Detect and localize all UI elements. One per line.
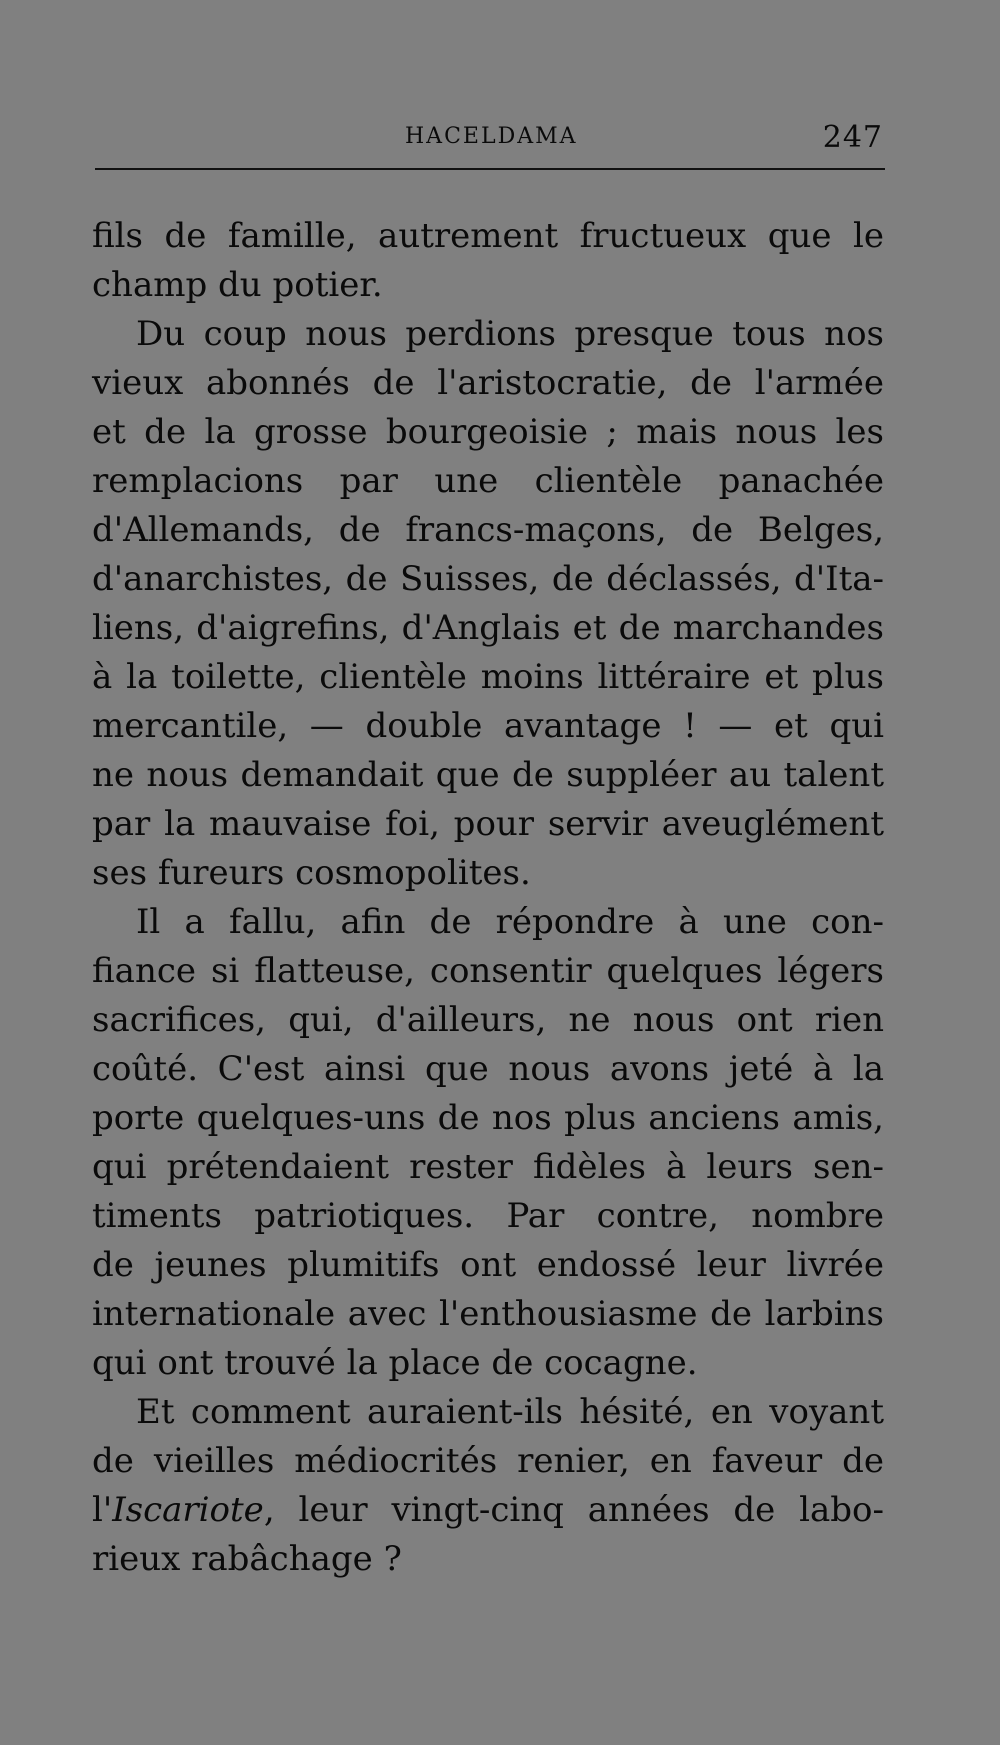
text-line: d'Allemands, de francs-maçons, de Belges, bbox=[92, 510, 884, 550]
text-line: vieux abonnés de l'aristocratie, de l'armée bbox=[92, 363, 884, 403]
body-text bbox=[92, 212, 884, 1584]
text-line: fiance si flatteuse, consentir quelques légers bbox=[92, 951, 884, 991]
text-line: ne nous demandait que de suppléer au talent bbox=[92, 755, 884, 795]
text-fragment: l' bbox=[92, 1490, 113, 1530]
text-line: internationale avec l'enthousiasme de larbins bbox=[92, 1294, 884, 1334]
text-line: de vieilles médiocrités renier, en faveur de bbox=[92, 1441, 884, 1481]
italic-title: Iscariote bbox=[112, 1490, 264, 1530]
running-title: HACELDAMA bbox=[405, 124, 578, 149]
text-line: et de la grosse bourgeoisie ; mais nous les bbox=[92, 412, 884, 452]
text-line: qui prétendaient rester fidèles à leurs sen- bbox=[92, 1147, 884, 1187]
running-head bbox=[95, 120, 885, 160]
text-line: fils de famille, autrement fructueux que le bbox=[92, 216, 884, 256]
text-line: rieux rabâchage ? bbox=[92, 1539, 402, 1579]
text-fragment: , leur vingt-cinq années de labo- bbox=[263, 1490, 884, 1530]
text-line: de jeunes plumitifs ont endossé leur livrée bbox=[92, 1245, 884, 1285]
text-line: Et comment auraient-ils hésité, en voyant bbox=[136, 1392, 884, 1432]
text-line: par la mauvaise foi, pour servir aveuglément bbox=[92, 804, 884, 844]
header-rule bbox=[95, 168, 885, 170]
text-line: liens, d'aigrefins, d'Anglais et de marchandes bbox=[92, 608, 884, 648]
text-line: champ du potier. bbox=[92, 265, 383, 305]
text-line: remplacions par une clientèle panachée bbox=[92, 461, 884, 501]
text-line: Il a fallu, afin de répondre à une con- bbox=[136, 902, 884, 942]
text-line: coûté. C'est ainsi que nous avons jeté à la bbox=[92, 1049, 884, 1089]
text-line: timents patriotiques. Par contre, nombre bbox=[92, 1196, 884, 1236]
text-line: à la toilette, clientèle moins littéraire et plus bbox=[92, 657, 884, 697]
text-line: porte quelques-uns de nos plus anciens amis, bbox=[92, 1098, 884, 1138]
text-line: qui ont trouvé la place de cocagne. bbox=[92, 1343, 698, 1383]
text-line: Du coup nous perdions presque tous nos bbox=[136, 314, 884, 354]
text-line bbox=[92, 1486, 884, 1535]
text-line: d'anarchistes, de Suisses, de déclassés, d'Ita- bbox=[92, 559, 884, 599]
text-line: mercantile, — double avantage ! — et qui bbox=[92, 706, 884, 746]
page-number: 247 bbox=[822, 120, 883, 155]
text-line: ses fureurs cosmopolites. bbox=[92, 853, 531, 893]
text-line: sacrifices, qui, d'ailleurs, ne nous ont rien bbox=[92, 1000, 884, 1040]
